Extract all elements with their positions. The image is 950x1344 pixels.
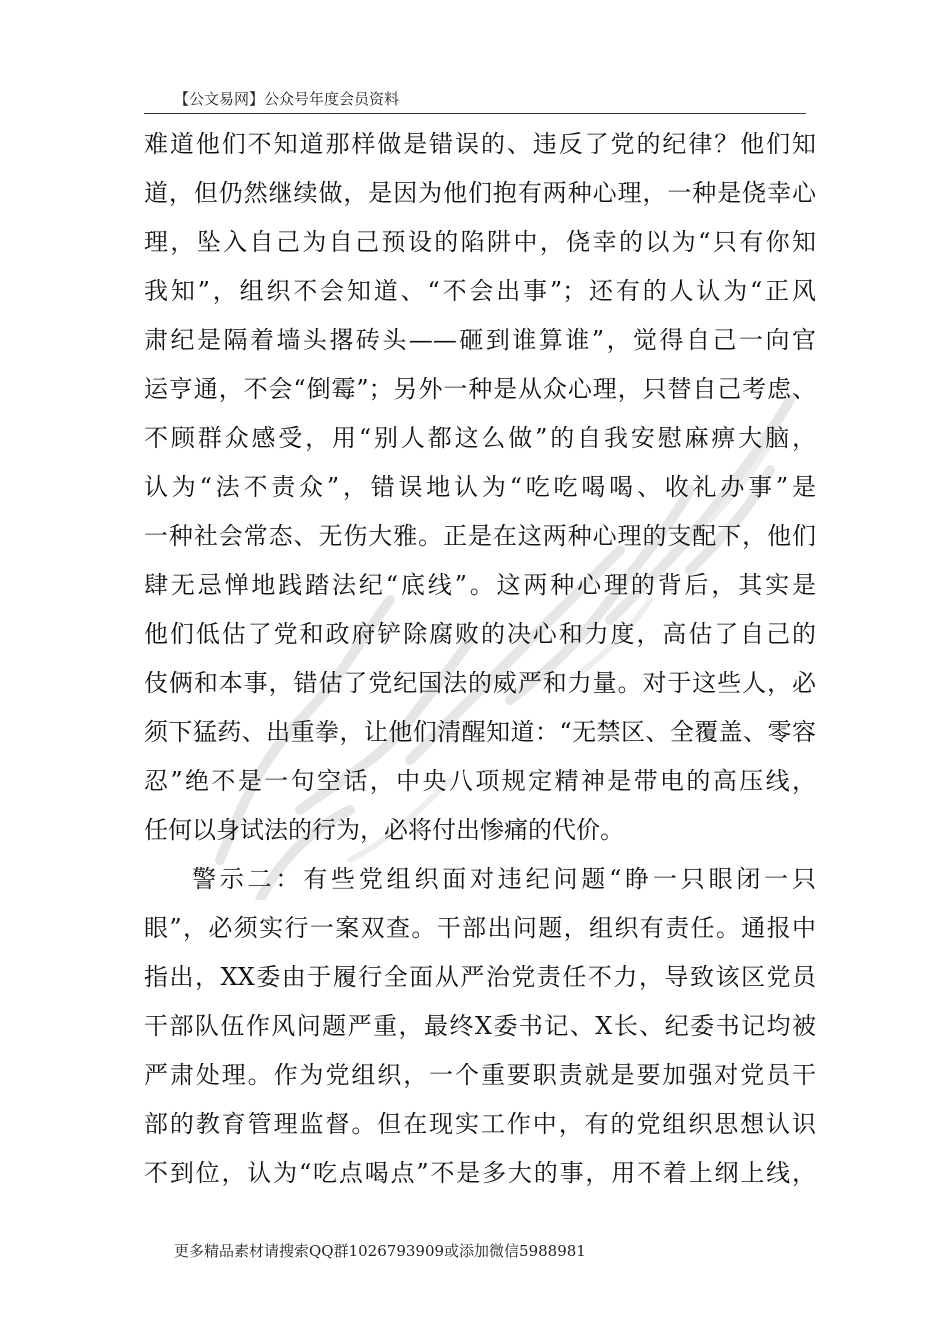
document-body: [144, 120, 816, 1198]
body-line: 严肃处理。作为党组织，一个重要职责就是要加强对党员干: [144, 1061, 816, 1089]
body-line: 道，但仍然继续做，是因为他们抱有两种心理，一种是侥幸心: [144, 179, 816, 207]
body-line: 干部队伍作风问题严重，最终X委书记、X长、纪委书记均被: [144, 1012, 816, 1040]
body-line-paragraph-start: 警示二：有些党组织面对违纪问题“睁一只眼闭一只: [192, 865, 816, 893]
body-line: 认为“法不责众”，错误地认为“吃吃喝喝、收礼办事”是: [144, 473, 816, 501]
body-line: 伎俩和本事，错估了党纪国法的威严和力量。对于这些人，必: [144, 669, 816, 697]
body-line-paragraph-end: 任何以身试法的行为，必将付出惨痛的代价。: [144, 816, 624, 844]
body-line: 肃纪是隔着墙头撂砖头——砸到谁算谁”，觉得自己一向官: [144, 326, 816, 354]
body-line: 忍”绝不是一句空话，中央八项规定精神是带电的高压线，: [144, 767, 816, 795]
body-line: 我知”，组织不会知道、“不会出事”；还有的人认为“正风: [144, 277, 816, 305]
body-line: 一种社会常态、无伤大雅。正是在这两种心理的支配下，他们: [144, 522, 816, 550]
page-header: 【公文易网】公众号年度会员资料: [174, 90, 400, 108]
body-line: 难道他们不知道那样做是错误的、违反了党的纪律？他们知: [144, 130, 816, 158]
body-line: 肆无忌惮地践踏法纪“底线”。这两种心理的背后，其实是: [144, 571, 816, 599]
body-line: 部的教育管理监督。但在现实工作中，有的党组织思想认识: [144, 1110, 816, 1138]
body-line: 运亨通，不会“倒霉”；另外一种是从众心理，只替自己考虑、: [144, 375, 816, 403]
header-divider: [144, 113, 806, 114]
page-footer: 更多精品素材请搜索QQ群1026793909或添加微信5988981: [174, 1242, 586, 1260]
body-line: 指出，XX委由于履行全面从严治党责任不力，导致该区党员: [144, 963, 816, 991]
body-line: 眼”，必须实行一案双查。干部出问题，组织有责任。通报中: [144, 914, 816, 942]
body-line: 他们低估了党和政府铲除腐败的决心和力度，高估了自己的: [144, 620, 816, 648]
body-line: 不顾群众感受，用“别人都这么做”的自我安慰麻痹大脑，: [144, 424, 816, 452]
body-line: 理，坠入自己为自己预设的陷阱中，侥幸的以为“只有你知: [144, 228, 816, 256]
body-line: 须下猛药、出重拳，让他们清醒知道：“无禁区、全覆盖、零容: [144, 718, 816, 746]
body-line: 不到位，认为“吃点喝点”不是多大的事，用不着上纲上线，: [144, 1159, 816, 1187]
